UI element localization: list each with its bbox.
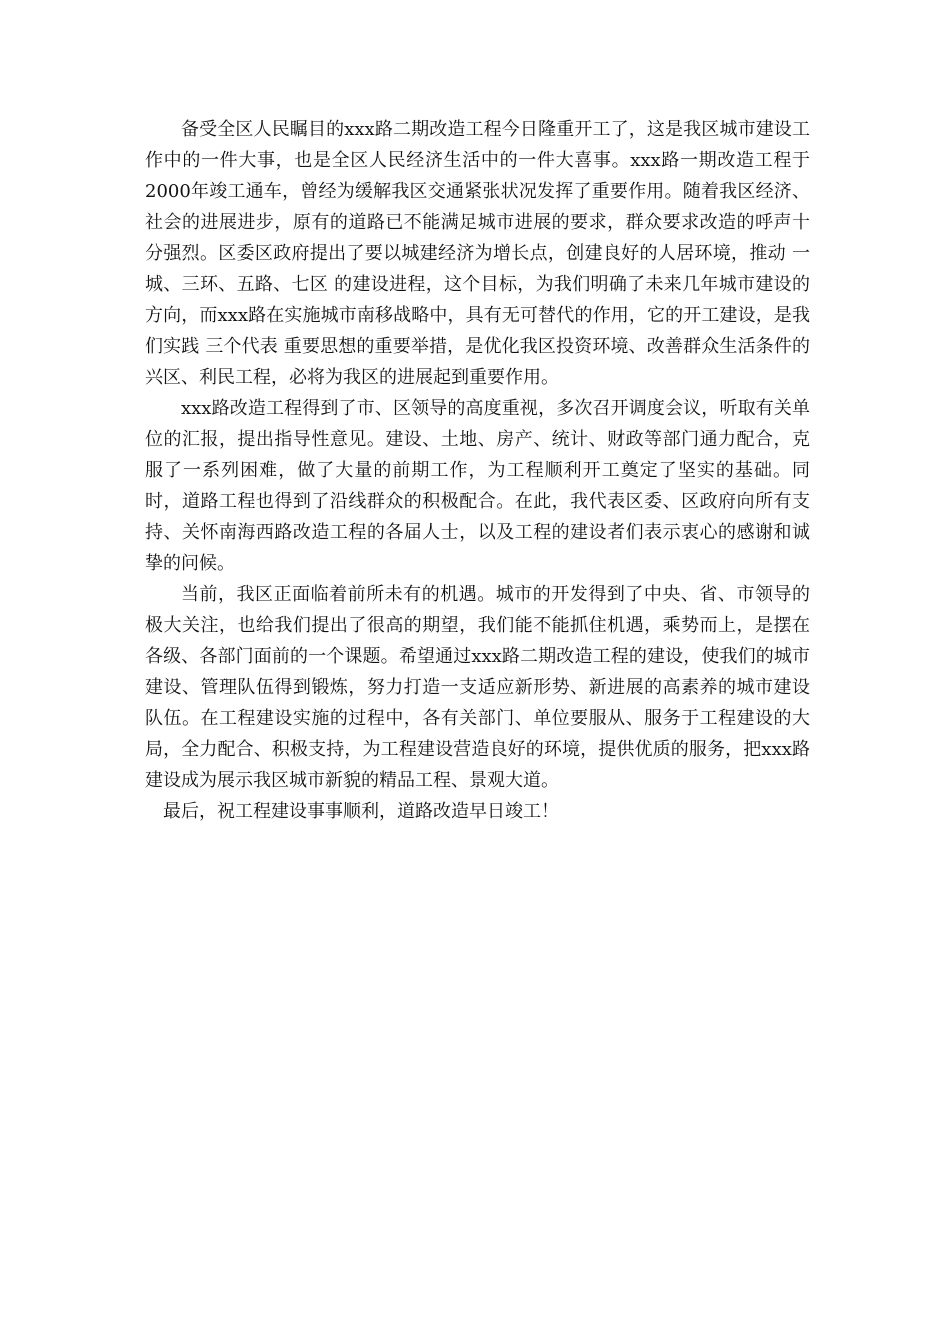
paragraph-opportunity: 当前，我区正面临着前所未有的机遇。城市的开发得到了中央、省、市领导的极大关注，也给我们提出了很高的期望，我们能不能抓住机遇，乘势而上，是摆在各级、各部门面前的一个课题。希望通过xxx路二期改造工程的建设，使我们的城市建设、管理队伍得到锻炼，努力打造一支适应新形势、新进展的高素养的城市建设队伍。在工程建设实施的过程中，各有关部门、单位要服从、服务于工程建设的大局，全力配合、积极支持，为工程建设营造良好的环境，提供优质的服务，把xxx路建设成为展示我区城市新貌的精品工程、景观大道。 [145,584,810,791]
document-body [145,114,810,827]
paragraph-opening: 备受全区人民瞩目的xxx路二期改造工程今日隆重开工了，这是我区城市建设工作中的一件大事，也是全区人民经济生活中的一件大喜事。xxx路一期改造工程于2000年竣工通车，曾经为缓解我区交通紧张状况发挥了重要作用。随着我区经济、社会的进展进步，原有的道路已不能满足城市进展的要求，群众要求改造的呼声十分强烈。区委区政府提出了要以城建经济为增长点，创建良好的人居环境，推动 一城、三环、五路、七区 的建设进程，这个目标，为我们明确了未来几年城市建设的方向，而xxx路在实施城市南移战略中，具有无可替代的作用，它的开工建设，是我们实践 三个代表 重要思想的重要举措，是优化我区投资环境、改善群众生活条件的兴区、利民工程，必将为我区的进展起到重要作用。 [145,119,810,388]
paragraph-closing: 最后，祝工程建设事事顺利，道路改造早日竣工！ [163,801,559,822]
paragraph-support: xxx路改造工程得到了市、区领导的高度重视，多次召开调度会议，听取有关单位的汇报，提出指导性意见。建设、土地、房产、统计、财政等部门通力配合，克服了一系列困难，做了大量的前期工作，为工程顺利开工奠定了坚实的基础。同时，道路工程也得到了沿线群众的积极配合。在此，我代表区委、区政府向所有支持、关怀南海西路改造工程的各届人士，以及工程的建设者们表示衷心的感谢和诚挚的问候。 [145,398,810,574]
